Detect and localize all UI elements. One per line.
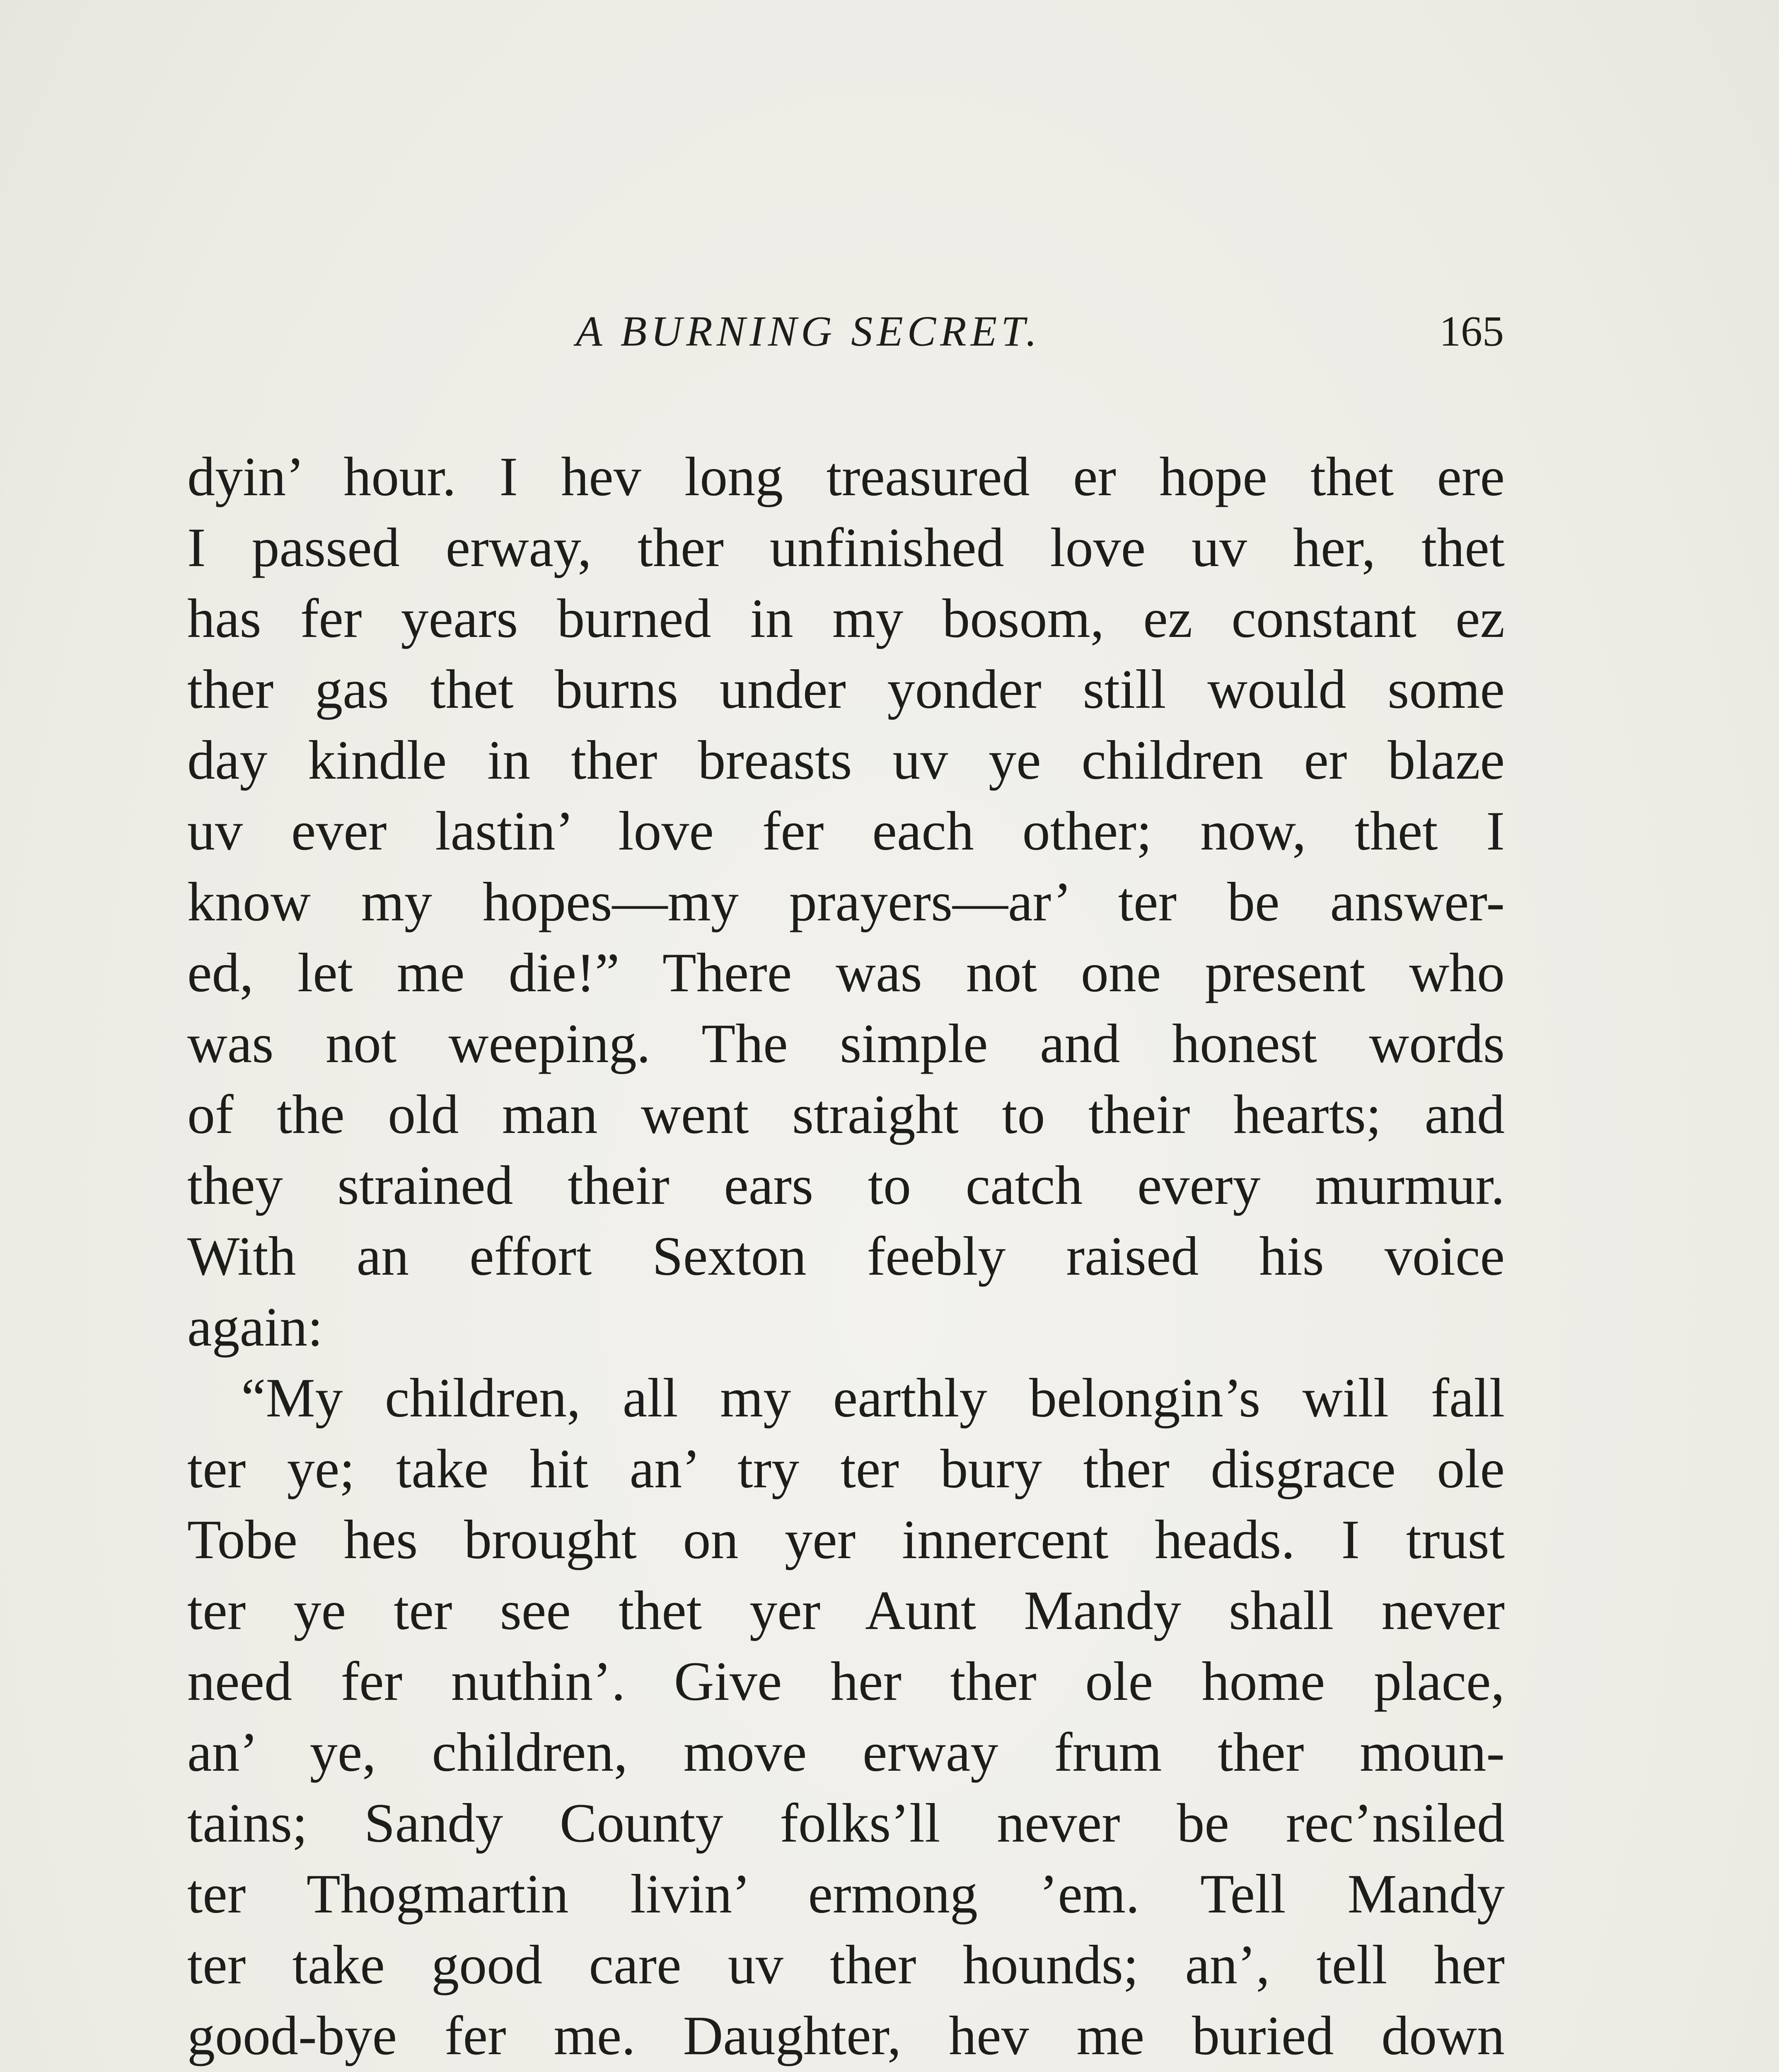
- text-line: an’ ye, children, move erway frum ther moun-: [187, 1721, 1505, 1783]
- text-line: uv ever lastin’ love fer each other; now, thet I: [187, 800, 1505, 862]
- text-line: With an effort Sexton feebly raised his voice: [187, 1225, 1505, 1287]
- text-line: ther gas thet burns under yonder still would some: [187, 658, 1505, 720]
- body-text: [187, 441, 1505, 2072]
- page-header: [576, 307, 1504, 373]
- text-line: tains; Sandy County folks’ll never be rec’nsiled: [187, 1792, 1505, 1854]
- text-line: “My children, all my earthly belongin’s will fall: [241, 1367, 1505, 1428]
- page-number: 165: [1439, 307, 1504, 355]
- text-line: need fer nuthin’. Give her ther ole home place,: [187, 1651, 1505, 1712]
- text-line: ter take good care uv ther hounds; an’, tell her: [187, 1934, 1505, 1995]
- running-title: A BURNING SECRET.: [576, 307, 1041, 355]
- text-line: day kindle in ther breasts uv ye children er blaze: [187, 729, 1505, 791]
- text-line: know my hopes—my prayers—ar’ ter be answer-: [187, 871, 1505, 932]
- text-line: good-bye fer me. Daughter, hev me buried down: [187, 2005, 1505, 2066]
- text-line: of the old man went straight to their hearts; and: [187, 1084, 1505, 1145]
- text-line: they strained their ears to catch every murmur.: [187, 1155, 1505, 1216]
- text-line: ed, let me die!” There was not one present who: [187, 942, 1505, 1003]
- text-line: has fer years burned in my bosom, ez constant ez: [187, 588, 1505, 649]
- text-line: again:: [187, 1296, 323, 1358]
- text-line: ter ye; take hit an’ try ter bury ther disgrace ole: [187, 1438, 1505, 1499]
- text-line: I passed erway, ther unfinished love uv her, thet: [187, 517, 1505, 578]
- text-line: ter Thogmartin livin’ ermong ’em. Tell Mandy: [187, 1863, 1505, 1924]
- text-line: ter ye ter see thet yer Aunt Mandy shall never: [187, 1580, 1505, 1641]
- text-line: was not weeping. The simple and honest words: [187, 1013, 1505, 1074]
- text-line: Tobe hes brought on yer innercent heads. I trust: [187, 1509, 1505, 1570]
- text-line: dyin’ hour. I hev long treasured er hope thet ere: [187, 446, 1505, 507]
